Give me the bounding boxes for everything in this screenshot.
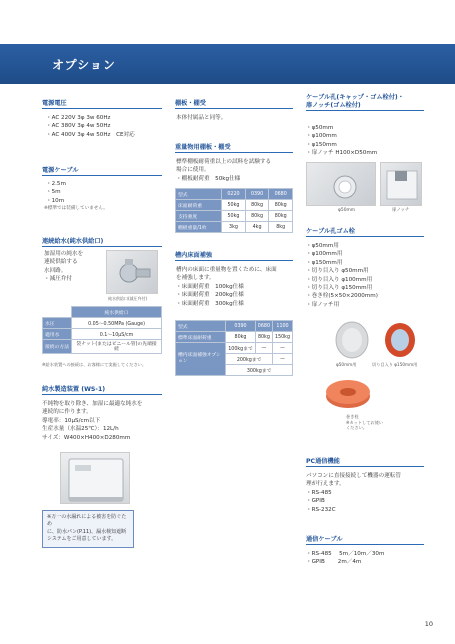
rubber-line: ・φ50mm用 bbox=[306, 243, 339, 249]
port-heading bbox=[306, 94, 424, 111]
floor-spec-table bbox=[175, 320, 293, 376]
port-line: ・φ100mm bbox=[306, 133, 337, 140]
floor-line: ・床面耐荷重 300kg仕様 bbox=[176, 300, 244, 307]
purifier-line: 連続的に作ります。 bbox=[42, 409, 92, 416]
table-cell: 適用水 bbox=[43, 329, 72, 340]
table-cell: 80kg bbox=[269, 200, 293, 211]
cable-port-photo bbox=[306, 162, 376, 206]
table-header: 型式 bbox=[176, 321, 226, 332]
door-notch-icon bbox=[381, 163, 423, 207]
table-header: 0680 bbox=[255, 321, 272, 332]
rubber-line: ・切り目入り φ50mm用 bbox=[306, 268, 369, 275]
table-header: 1100 bbox=[273, 321, 293, 332]
purifier-photo bbox=[60, 452, 130, 504]
table-cell: — bbox=[255, 343, 272, 354]
purifier-desc bbox=[42, 400, 142, 442]
table-header: 型式 bbox=[176, 189, 222, 200]
floor-line: ・床面耐荷重 100kg仕様 bbox=[176, 283, 244, 290]
cable-line: ・2.5m bbox=[46, 181, 66, 187]
cable-line: ・10m bbox=[46, 197, 65, 204]
pc-line: ・GPIB bbox=[306, 498, 325, 505]
pc-heading: PC通信機能 bbox=[306, 456, 424, 467]
port-heading-line: 扉ノッチ(ゴム栓付) bbox=[306, 101, 361, 109]
water-foot-note: ※給水装置への接続は、お客様にて実施してください。 bbox=[42, 362, 147, 367]
floor-desc bbox=[176, 266, 277, 308]
voltage-line: ・AC 380V 3φ 4w 50Hz bbox=[46, 123, 111, 130]
port-list bbox=[306, 124, 377, 158]
rubber-plug-photo bbox=[330, 320, 374, 360]
water-line: 水回路。 bbox=[44, 267, 67, 274]
purifier-line: 不純物を取り除き、加湿に最適な純水を bbox=[42, 401, 143, 407]
slit-plug-icon bbox=[380, 320, 420, 360]
rubber-caption-c bbox=[346, 414, 383, 431]
page-title: オプション bbox=[52, 58, 116, 72]
purifier-unit-icon bbox=[61, 453, 131, 505]
water-spec-table bbox=[42, 306, 162, 354]
table-cell: 槽内床面補強オプション bbox=[176, 343, 226, 376]
heavy-line: 場合に使用。 bbox=[176, 167, 210, 174]
rubber-line: ・φ150mm用 bbox=[306, 259, 343, 266]
comm-line: ・GPIB 2m／4m bbox=[306, 559, 362, 566]
comm-list bbox=[306, 550, 384, 567]
floor-line: ・床面耐荷重 200kg仕様 bbox=[176, 292, 244, 299]
door-notch-photo bbox=[380, 162, 422, 206]
port-line: ・φ50mm bbox=[306, 125, 334, 131]
floor-line: 槽内の床面に重量物を置くために、床面 bbox=[176, 267, 277, 273]
port-line: ・扉ノッチ H100×D50mm bbox=[306, 150, 378, 157]
note-line: ※万一の水漏れによる被害を防ぐため bbox=[47, 514, 127, 528]
purifier-heading: 純水製造装置 (WS-1) bbox=[42, 384, 162, 395]
caption-line: 巻き栓 bbox=[346, 414, 359, 419]
purifier-line: サイズ：W400×H400×D280mm bbox=[42, 434, 131, 441]
rubber-plug-icon bbox=[330, 320, 374, 360]
table-cell: 支持強度 bbox=[176, 211, 222, 222]
table-cell: — bbox=[273, 343, 293, 354]
table-cell: 袋ナット(またはビニール管)の先端接続 bbox=[72, 340, 162, 354]
comm-heading: 通信ケーブル bbox=[306, 534, 424, 545]
table-cell: 150kg bbox=[273, 332, 293, 343]
slit-plug-photo bbox=[380, 320, 420, 360]
voltage-line: ・AC 220V 3φ 3w 60Hz bbox=[46, 115, 111, 121]
table-header: 0390 bbox=[245, 189, 269, 200]
water-table-header: 純水供給口 bbox=[72, 307, 162, 318]
water-line: 連続供給する bbox=[44, 259, 78, 266]
page-number: 10 bbox=[424, 620, 433, 628]
table-cell: 80kg bbox=[245, 211, 269, 222]
caption-line: ※カットしてお使い bbox=[346, 419, 383, 425]
table-cell: 80kg bbox=[269, 211, 293, 222]
purifier-note bbox=[42, 510, 134, 548]
cable-list bbox=[46, 180, 66, 205]
table-cell: 床面耐荷重 bbox=[176, 200, 222, 211]
pc-line: パソコンに直接接続して機器の運転管 bbox=[306, 473, 401, 479]
water-heading: 連続給水(純水供給口) bbox=[42, 236, 162, 247]
wrap-plug-icon bbox=[318, 374, 388, 414]
table-cell: 4kg bbox=[245, 222, 269, 233]
table-cell: 50kg bbox=[222, 200, 246, 211]
table-cell: 100kgまで bbox=[226, 343, 256, 354]
table-cell: 80kg bbox=[226, 332, 256, 343]
section-banner bbox=[0, 44, 455, 84]
port-line: ・φ150mm bbox=[306, 141, 337, 148]
water-line: ・減圧弁付 bbox=[44, 276, 72, 283]
table-cell: 80kg bbox=[245, 200, 269, 211]
rubber-caption-b: 切り目入り φ150mm用 bbox=[372, 362, 418, 367]
heavy-heading: 重量物用棚板・棚受 bbox=[175, 142, 293, 153]
table-cell: 80kg bbox=[255, 332, 272, 343]
purifier-line: 導電率：10μS/cm以下 bbox=[42, 417, 101, 424]
table-cell: 50kg bbox=[222, 211, 246, 222]
table-cell: — bbox=[273, 354, 293, 365]
pc-line: 理が行えます。 bbox=[306, 481, 345, 488]
port-caption-left: φ50mm bbox=[338, 208, 356, 213]
table-cell: 水圧 bbox=[43, 318, 72, 329]
rubber-line: ・切り目入り φ100mm用 bbox=[306, 276, 373, 283]
note-line: システムをご用意しています。 bbox=[47, 536, 117, 543]
table-header: 0680 bbox=[269, 189, 293, 200]
floor-line: を補強します。 bbox=[176, 275, 215, 282]
floor-heading: 槽内床面補強 bbox=[175, 250, 293, 261]
heavy-spec-table bbox=[175, 188, 293, 233]
note-line: に、防水パン(P.11)、漏水検知遮断 bbox=[47, 528, 127, 535]
purifier-line: 生産水量（水温25℃）：12L/h bbox=[42, 426, 119, 433]
shelf-heading: 棚板・棚受 bbox=[175, 98, 293, 109]
rubber-caption-a: φ50mm用 bbox=[336, 362, 357, 367]
comm-line: ・RS-485 5m／10m／30m bbox=[306, 551, 385, 557]
water-inlet-photo bbox=[106, 250, 158, 294]
rubber-line: ・切り目入り φ150mm用 bbox=[306, 285, 373, 292]
valve-icon bbox=[107, 251, 159, 295]
port-caption-right: 扉ノッチ bbox=[392, 208, 410, 213]
voltage-heading: 電源電圧 bbox=[42, 98, 162, 109]
table-cell: 0.05～0.50MPa (Gauge) bbox=[72, 318, 162, 329]
table-cell: 8kg bbox=[269, 222, 293, 233]
rubber-list bbox=[306, 242, 378, 309]
rubber-line: ・扉ノッチ用 bbox=[306, 301, 340, 308]
pc-line: ・RS-232C bbox=[306, 506, 336, 513]
pc-desc bbox=[306, 472, 401, 514]
table-cell: 標準床面耐荷重 bbox=[176, 332, 226, 343]
cable-port-icon bbox=[307, 163, 377, 207]
cable-heading: 電源ケーブル bbox=[42, 165, 162, 176]
voltage-list bbox=[46, 114, 135, 139]
table-header: 0390 bbox=[226, 321, 256, 332]
table-cell: 接続の方法 bbox=[43, 340, 72, 354]
caption-line: ください。 bbox=[346, 425, 367, 431]
rubber-heading: ケーブル孔ゴム栓 bbox=[306, 226, 424, 237]
voltage-line: ・AC 400V 3φ 4w 50Hz CE対応 bbox=[46, 131, 135, 138]
port-heading-line: ケーブル孔(キャップ・ゴム栓付)・ bbox=[306, 94, 404, 101]
heavy-line: ・棚板耐荷重 50kg仕様 bbox=[176, 175, 241, 182]
cable-line: ・5m bbox=[46, 189, 61, 196]
table-header: 0220 bbox=[222, 189, 246, 200]
water-line: 加湿用の純水を bbox=[44, 251, 84, 257]
wrap-plug-photo bbox=[318, 374, 388, 414]
rubber-line: ・φ100mm用 bbox=[306, 251, 343, 258]
table-cell: 0.1～10μS/cm bbox=[72, 329, 162, 340]
shelf-text: 本体付属品と同等。 bbox=[176, 115, 227, 121]
pc-line: ・RS-485 bbox=[306, 489, 332, 496]
table-cell: 200kgまで bbox=[226, 354, 273, 365]
cable-note: ※標準では装備していません。 bbox=[44, 206, 108, 211]
table-cell: 棚板重量/1枚 bbox=[176, 222, 222, 233]
table-cell: 3kg bbox=[222, 222, 246, 233]
heavy-line: 標準棚板耐荷重以上の試料を試験する bbox=[176, 159, 272, 165]
water-desc bbox=[44, 250, 83, 284]
table-cell: 300kgまで bbox=[226, 365, 293, 376]
rubber-line: ・巻き栓(5×50×2000mm) bbox=[306, 293, 378, 300]
heavy-desc bbox=[176, 158, 271, 183]
water-photo-caption: 純水供給口(減圧弁付) bbox=[108, 296, 148, 301]
